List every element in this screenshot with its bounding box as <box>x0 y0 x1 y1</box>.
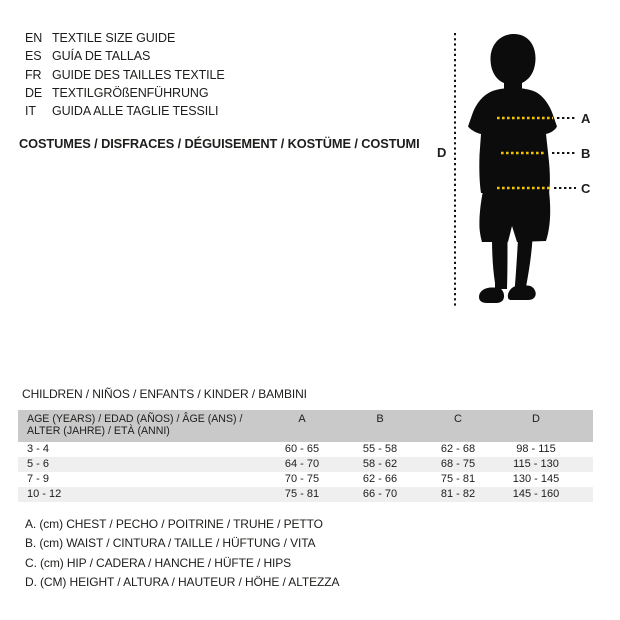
marker-label-c: C <box>581 180 591 196</box>
column-header-c: C <box>419 410 497 442</box>
cell-b: 58 - 62 <box>362 458 398 471</box>
language-row-de <box>25 84 225 102</box>
marker-label-d: D <box>437 144 447 160</box>
size-table <box>18 410 593 502</box>
language-label: TEXTILE SIZE GUIDE <box>52 31 176 45</box>
column-header-b: B <box>341 410 419 442</box>
cell-c: 75 - 81 <box>440 473 476 486</box>
language-row-es <box>25 47 225 65</box>
language-label: GUIDE DES TAILLES TEXTILE <box>52 67 225 82</box>
language-code: EN <box>25 31 43 45</box>
age-cell: 7 - 9 <box>27 473 50 486</box>
legend-line-d: D. (CM) HEIGHT / ALTURA / HAUTEUR / HÖHE / ALTEZZA <box>25 574 340 589</box>
language-list <box>25 29 225 120</box>
language-code: IT <box>25 104 36 119</box>
column-header-a: A <box>263 410 341 442</box>
marker-label-a: A <box>581 110 591 126</box>
legend-line-a: A. (cm) CHEST / PECHO / POITRINE / TRUHE / PETTO <box>25 517 323 531</box>
legend-line-c: C. (cm) HIP / CADERA / HANCHE / HÜFTE / HIPS <box>25 555 292 570</box>
age-cell: 10 - 12 <box>27 488 62 501</box>
cell-d: 145 - 160 <box>512 488 560 501</box>
cell-b: 66 - 70 <box>362 488 398 501</box>
cell-a: 75 - 81 <box>284 488 320 501</box>
language-code: FR <box>25 67 42 82</box>
cell-filler <box>575 487 593 502</box>
cell-d: 98 - 115 <box>516 443 556 456</box>
silhouette-left-shoe <box>479 288 504 304</box>
age-column-header <box>18 410 263 442</box>
language-code: DE <box>25 85 43 100</box>
cell-filler <box>575 472 593 487</box>
silhouette-right-shoe <box>508 286 536 301</box>
language-label: GUÍA DE TALLAS <box>52 49 151 64</box>
section-title-children: CHILDREN / NIÑOS / ENFANTS / KINDER / BAMBINI <box>22 387 307 401</box>
table-row <box>18 472 593 487</box>
column-header-d: D <box>497 410 575 442</box>
header-filler <box>575 410 593 442</box>
cell-b: 55 - 58 <box>362 443 398 456</box>
marker-label-b: B <box>581 145 591 161</box>
cell-c: 81 - 82 <box>440 488 476 501</box>
cell-a: 64 - 70 <box>284 458 320 471</box>
cell-a: 60 - 65 <box>284 443 320 456</box>
cell-d: 130 - 145 <box>512 473 560 486</box>
silhouette-shorts <box>479 191 550 242</box>
cell-a: 70 - 75 <box>284 473 320 486</box>
age-header-line1: AGE (YEARS) / EDAD (AÑOS) / ÂGE (ANS) / <box>27 413 243 425</box>
age-cell: 5 - 6 <box>27 458 50 471</box>
table-header-row <box>18 410 593 442</box>
cell-c: 68 - 75 <box>440 458 476 471</box>
legend-line-b: B. (cm) WAIST / CINTURA / TAILLE / HÜFTUNG / VITA <box>25 536 316 551</box>
age-cell: 3 - 4 <box>27 443 50 456</box>
language-row-fr <box>25 66 225 84</box>
cell-d: 115 - 130 <box>513 458 559 471</box>
child-silhouette-figure <box>430 25 620 315</box>
cell-c: 62 - 68 <box>440 443 476 456</box>
table-row <box>18 487 593 502</box>
cell-b: 62 - 66 <box>362 473 398 486</box>
language-label: TEXTILGRÖßENFÜHRUNG <box>52 85 209 100</box>
cell-filler <box>575 457 593 472</box>
silhouette-left-leg <box>492 239 508 289</box>
cell-filler <box>575 442 593 457</box>
silhouette-right-leg <box>515 239 533 287</box>
language-row-it <box>25 102 225 120</box>
category-title: COSTUMES / DISFRACES / DÉGUISEMENT / KOSTÜME / COSTUMI <box>19 136 420 151</box>
silhouette-torso <box>468 88 557 193</box>
child-silhouette <box>468 34 557 303</box>
table-row <box>18 457 593 472</box>
measurement-legend <box>25 515 339 592</box>
language-row-en <box>25 29 225 47</box>
age-header-line2: ALTER (JAHRE) / ETÀ (ANNI) <box>27 425 170 438</box>
language-code: ES <box>25 49 42 64</box>
language-label: GUIDA ALLE TAGLIE TESSILI <box>52 104 219 119</box>
table-row <box>18 442 593 457</box>
